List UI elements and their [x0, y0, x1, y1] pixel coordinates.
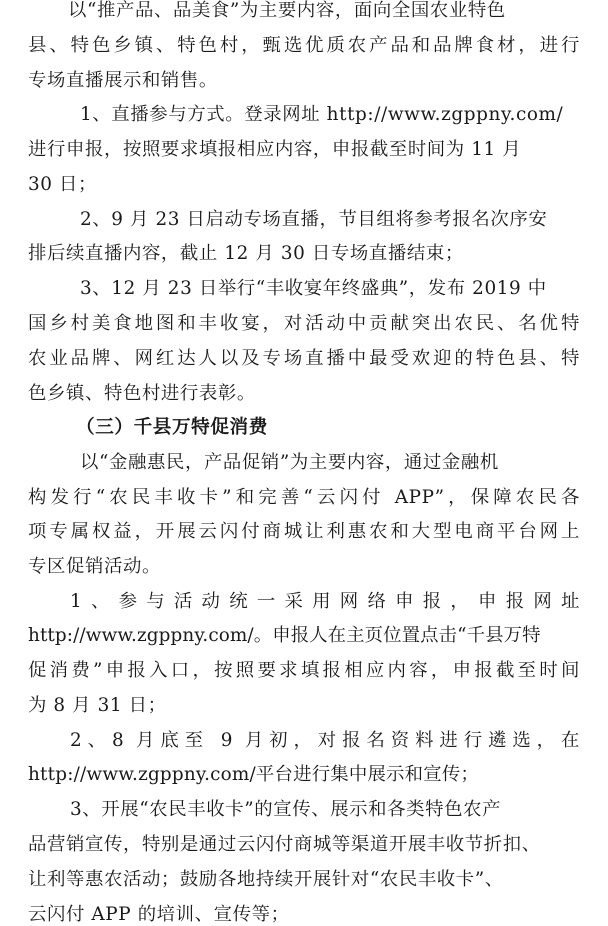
list-item-line: 国乡村美食地图和丰收宴，对活动中贡献突出农民、名优特: [28, 313, 580, 334]
list-item-line: 2、8 月底至 9 月初，对报名资料进行遴选，在: [70, 730, 580, 751]
list-item-line: http://www.zgppny.com/。申报人在主页位置点击“千县万特: [28, 625, 541, 646]
list-item-line: 30 日；: [28, 174, 98, 195]
section-heading: （三）千县万特促消费: [76, 417, 268, 438]
paragraph-line: 以“金融惠民，产品促销”为主要内容，通过金融机: [80, 452, 499, 473]
list-item-line: 排后续直播内容，截止 12 月 30 日专场直播结束；: [28, 243, 464, 264]
list-item-line: 1、直播参与方式。登录网址 http://www.zgppny.com/: [80, 104, 564, 125]
list-item-line: 3、开展“农民丰收卡”的宣传、展示和各类特色农产: [70, 799, 502, 820]
paragraph-line: 县、特色乡镇、特色村，甄选优质农产品和品牌食材，进行: [28, 35, 580, 56]
list-item-line: 农业品牌、网红达人以及专场直播中最受欢迎的特色县、特: [28, 348, 580, 369]
paragraph-line: 构发行“农民丰收卡”和完善“云闪付 APP”，保障农民各: [28, 487, 580, 508]
paragraph-line: 专区促销活动。: [28, 556, 161, 577]
paragraph-line: 专场直播展示和销售。: [28, 70, 218, 91]
list-item-line: 1、参与活动统一采用网络申报，申报网址: [70, 591, 580, 612]
list-item-line: 云闪付 APP 的培训、宣传等；: [28, 904, 290, 925]
list-item-line: 色乡镇、特色村进行表彰。: [28, 383, 256, 404]
list-item-line: http://www.zgppny.com/平台进行集中展示和宣传；: [28, 764, 480, 785]
list-item-line: 让利等惠农活动；鼓励各地持续开展针对“农民丰收卡”、: [28, 869, 504, 890]
list-item-line: 促消费”申报入口，按照要求填报相应内容，申报截至时间: [28, 660, 580, 681]
list-item-line: 进行申报，按照要求填报相应内容，申报截至时间为 11 月: [28, 139, 522, 160]
list-item-line: 品营销宣传，特别是通过云闪付商城等渠道开展丰收节折扣、: [28, 834, 541, 855]
list-item-line: 2、9 月 23 日启动专场直播，节目组将参考报名次序安: [80, 209, 548, 230]
paragraph-line: 项专属权益，开展云闪付商城让利惠农和大型电商平台网上: [28, 521, 580, 542]
list-item-line: 为 8 月 31 日；: [28, 695, 167, 716]
paragraph-line: 以“推产品、品美食”为主要内容，面向全国农业特色: [68, 0, 506, 21]
list-item-line: 3、12 月 23 日举行“丰收宴年终盛典”，发布 2019 中: [80, 278, 547, 299]
